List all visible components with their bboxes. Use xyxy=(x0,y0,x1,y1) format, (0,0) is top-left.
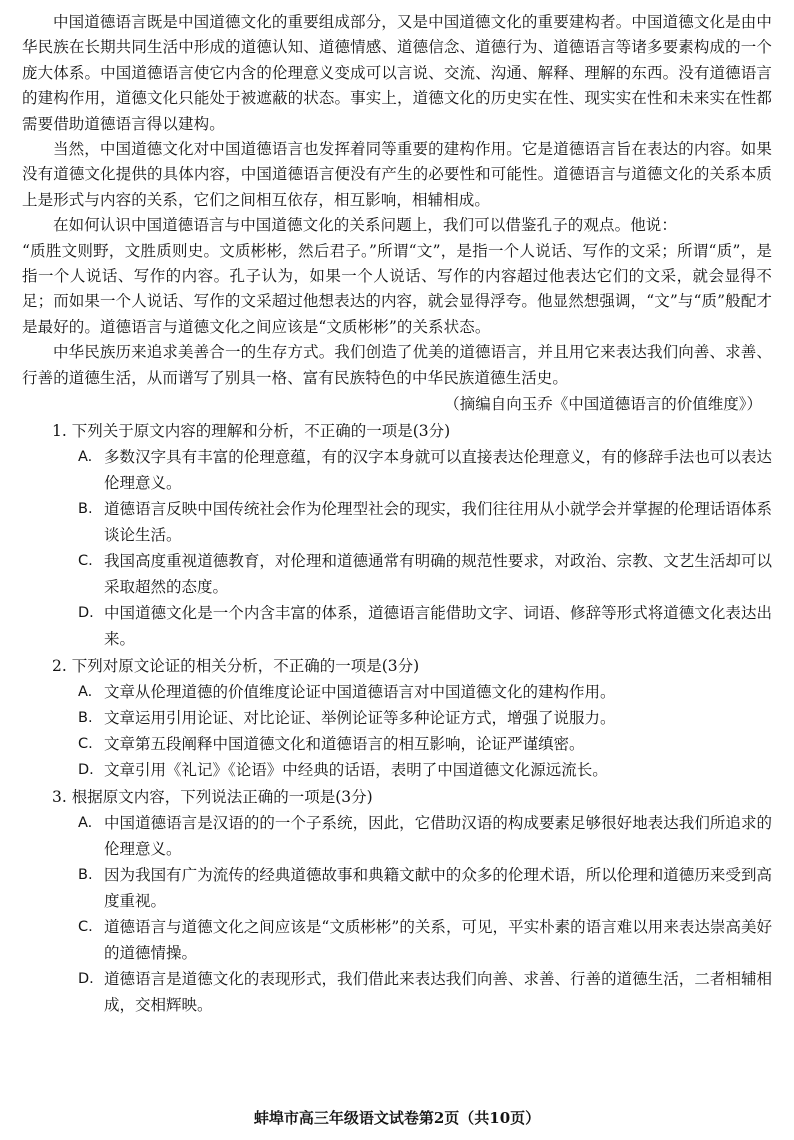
passage-paragraph: 中国道德语言既是中国道德文化的重要组成部分，又是中国道德文化的重要建构者。中国道德文化是由中华民族在长期共同生活中形成的道德认知、道德情感、道德信念、道德行为、道德语言等诸多要素构成的一个庞大体系。中国道德语言使它内含的伦理意义变成可以言说、交流、沟通、解释、理解的东西。没有道德语言的建构作用，道德文化只能处于被遮蔽的状态。事实上，道德文化的历史实在性、现实实在性和未来实在性都需要借助道德语言得以建构。 xyxy=(22,13,772,133)
option-letter: B. xyxy=(78,501,93,518)
question-stem: 3. 根据原文内容，下列说法正确的一项是(3分) xyxy=(52,788,373,807)
option-text: 文章运用引用论证、对比论证、举例论证等多种论证方式，增强了说服力。 xyxy=(104,709,616,728)
page-footer: 蚌埠市高三年级语文试卷第2页（共10页） xyxy=(253,1109,541,1127)
option-text: 文章从伦理道德的价值维度论证中国道德语言对中国道德文化的建构作用。 xyxy=(104,683,616,702)
option-letter: A. xyxy=(78,449,93,466)
option-letter: C. xyxy=(78,553,93,570)
option-letter: D. xyxy=(78,762,94,779)
option-letter: A. xyxy=(78,815,93,832)
reading-passage xyxy=(22,10,772,417)
option-text: 中国道德语言是汉语的的一个子系统，因此，它借助汉语的构成要素足够很好地表达我们所追求的伦理意义。 xyxy=(104,814,772,859)
question-1 xyxy=(22,418,772,652)
option-a xyxy=(22,810,772,862)
option-text: 中国道德文化是一个内含丰富的体系，道德语言能借助文字、词语、修辞等形式将道德文化表达出来。 xyxy=(104,604,772,649)
option-text: 我国高度重视道德教育，对伦理和道德通常有明确的规范性要求，对政治、宗教、文艺生活却可以采取超然的态度。 xyxy=(104,552,772,597)
option-letter: D. xyxy=(78,971,94,988)
option-a xyxy=(22,444,772,496)
option-b xyxy=(22,862,772,914)
question-2 xyxy=(22,653,772,783)
option-letter: B. xyxy=(78,867,93,884)
option-a xyxy=(22,679,772,705)
option-b xyxy=(22,705,772,731)
option-b xyxy=(22,496,772,548)
option-d xyxy=(22,966,772,1018)
passage-paragraph: 当然，中国道德文化对中国道德语言也发挥着同等重要的建构作用。它是道德语言旨在表达的内容。如果没有道德文化提供的具体内容，中国道德语言便没有产生的必要性和可能性。道德语言与道德文化的关系本质上是形式与内容的关系，它们之间相互依存，相互影响，相辅相成。 xyxy=(22,140,772,209)
passage-paragraph: 中华民族历来追求美善合一的生存方式。我们创造了优美的道德语言，并且用它来表达我们向善、求善、行善的道德生活，从而谱写了别具一格、富有民族特色的中华民族道德生活史。 xyxy=(22,343,772,387)
option-letter: C. xyxy=(78,919,93,936)
option-text: 因为我国有广为流传的经典道德故事和典籍文献中的众多的伦理术语，所以伦理和道德历来受到高度重视。 xyxy=(104,866,772,911)
option-letter: B. xyxy=(78,710,93,727)
option-c xyxy=(22,731,772,757)
option-d xyxy=(22,600,772,652)
option-c xyxy=(22,914,772,966)
passage-paragraph: “质胜文则野，文胜质则史。文质彬彬，然后君子。”所谓“文”，是指一个人说话、写作的文采；所谓“质”，是指一个人说话、写作的内容。孔子认为，如果一个人说话、写作的内容超过他表达它们的文采，就会显得不足；而如果一个人说话、写作的文采超过他想表达的内容，就会显得浮夸。他显然想强调，“文”与“质”般配才是最好的。道德语言与道德文化之间应该是“文质彬彬”的关系状态。 xyxy=(22,241,772,336)
option-c xyxy=(22,548,772,600)
option-text: 文章引用《礼记》《论语》中经典的话语，表明了中国道德文化源远流长。 xyxy=(104,761,608,780)
passage-source: （摘编自向玉乔《中国道德语言的价值维度》） xyxy=(444,395,762,414)
option-text: 道德语言是道德文化的表现形式，我们借此来表达我们向善、求善、行善的道德生活，二者相辅相成，交相辉映。 xyxy=(104,970,772,1015)
option-text: 多数汉字具有丰富的伦理意蕴，有的汉字本身就可以直接表达伦理意义，有的修辞手法也可以表达伦理意义。 xyxy=(104,448,772,493)
passage-paragraph: 在如何认识中国道德语言与中国道德文化的关系问题上，我们可以借鉴孔子的观点。他说： xyxy=(53,216,678,235)
option-text: 道德语言与道德文化之间应该是“文质彬彬”的关系，可见，平实朴素的语言难以用来表达崇高美好的道德情操。 xyxy=(104,918,772,963)
question-stem: 1. 下列关于原文内容的理解和分析，不正确的一项是(3分) xyxy=(52,422,451,441)
option-letter: C. xyxy=(78,736,93,753)
option-letter: D. xyxy=(78,605,94,622)
option-letter: A. xyxy=(78,684,93,701)
question-stem: 2. 下列对原文论证的相关分析，不正确的一项是(3分) xyxy=(52,657,420,676)
option-text: 文章第五段阐释中国道德文化和道德语言的相互影响，论证严谨缜密。 xyxy=(104,735,585,754)
question-3 xyxy=(22,784,772,1018)
option-d xyxy=(22,757,772,783)
option-text: 道德语言反映中国传统社会作为伦理型社会的现实，我们往往用从小就学会并掌握的伦理话语体系谈论生活。 xyxy=(104,500,772,545)
